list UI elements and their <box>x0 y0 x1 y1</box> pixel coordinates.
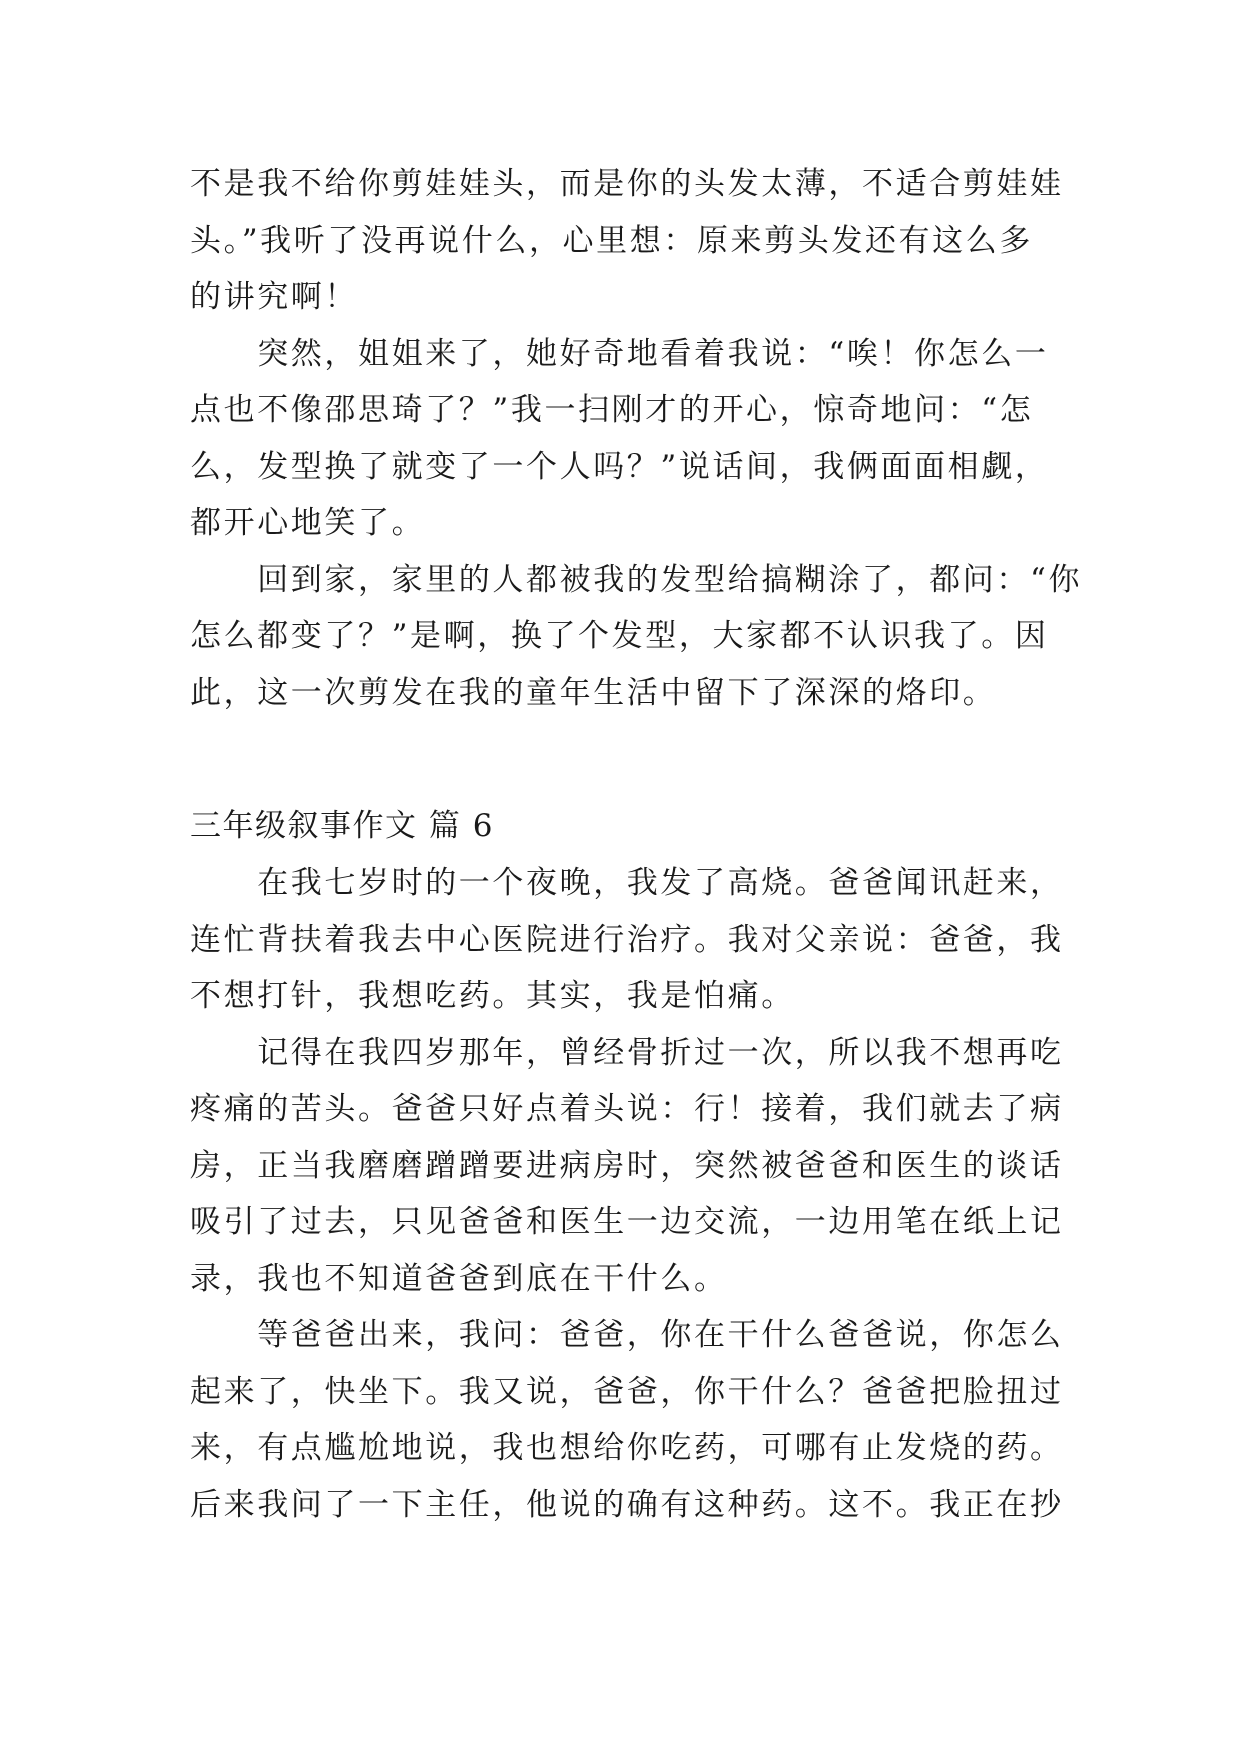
text-line: 吸引了过去，只见爸爸和医生一边交流，一边用笔在纸上记 <box>190 1204 1064 1240</box>
text-line: 在我七岁时的一个夜晚，我发了高烧。爸爸闻讯赶来， <box>190 865 1064 901</box>
text-line: 的讲究啊！ <box>190 279 358 315</box>
essay-section-continued <box>190 156 1083 721</box>
text-line: 后来我问了一下主任，他说的确有这种药。这不。我正在抄 <box>190 1486 1064 1523</box>
text-line: 么，发型换了就变了一个人吗？”说话间，我俩面面相觑， <box>190 448 1049 485</box>
text-line: 不想打针，我想吃药。其实，我是怕痛。 <box>190 978 795 1014</box>
text-line: 等爸爸出来，我问：爸爸，你在干什么爸爸说，你怎么 <box>190 1317 1064 1353</box>
essay-heading: 三年级叙事作文 篇 6 <box>190 808 494 844</box>
text-line: 不是我不给你剪娃娃头，而是你的头发太薄，不适合剪娃娃 <box>190 166 1064 202</box>
text-line: 来，有点尴尬地说，我也想给你吃药，可哪有止发烧的药。 <box>190 1430 1064 1466</box>
text-line: 怎么都变了？”是啊，换了个发型，大家都不认识我了。因 <box>190 618 1049 654</box>
text-line: 记得在我四岁那年，曾经骨折过一次，所以我不想再吃 <box>190 1034 1064 1071</box>
text-line: 此，这一次剪发在我的童年生活中留下了深深的烙印。 <box>190 674 997 711</box>
text-line: 点也不像邵思琦了？”我一扫刚才的开心，惊奇地问：“怎 <box>190 392 1034 428</box>
text-line: 突然，姐姐来了，她好奇地看着我说：“唉！你怎么一 <box>190 335 1049 372</box>
text-line: 头。”我听了没再说什么，心里想：原来剪头发还有这么多 <box>190 222 1033 259</box>
text-line: 回到家，家里的人都被我的发型给搞糊涂了，都问：“你 <box>190 561 1083 598</box>
text-line: 房，正当我磨磨蹭蹭要进病房时，突然被爸爸和医生的谈话 <box>190 1147 1064 1184</box>
text-line: 连忙背扶着我去中心医院进行治疗。我对父亲说：爸爸，我 <box>190 921 1064 958</box>
text-line: 录，我也不知道爸爸到底在干什么。 <box>190 1260 728 1297</box>
text-line: 疼痛的苦头。爸爸只好点着头说：行！接着，我们就去了病 <box>190 1091 1064 1127</box>
text-line: 起来了，快坐下。我又说，爸爸，你干什么？爸爸把脸扭过 <box>190 1373 1064 1410</box>
text-line: 都开心地笑了。 <box>190 505 426 541</box>
essay-section-6 <box>190 855 1064 1533</box>
